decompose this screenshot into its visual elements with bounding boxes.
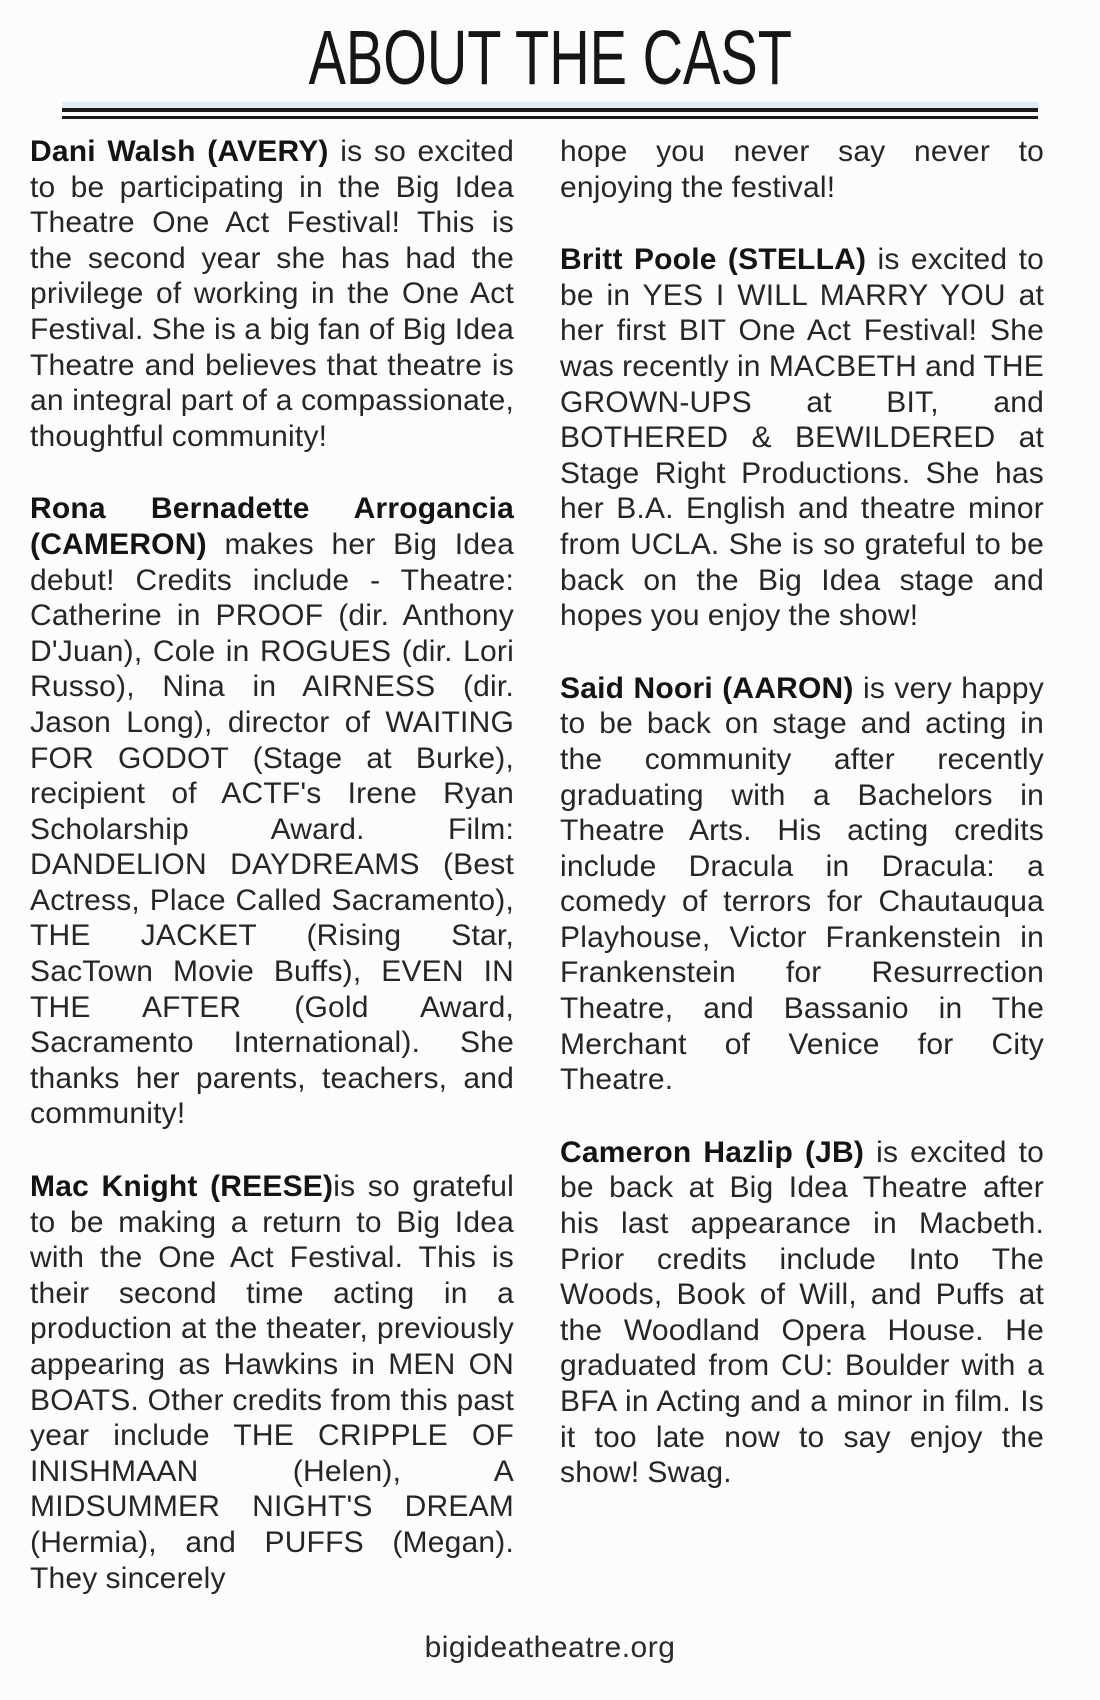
- cast-bio-said-noori: [560, 671, 1044, 1098]
- cast-bio-text: is very happy to be back on stage and acting in the community after recently graduating with a Bachelors in Theatre Arts. His acting credits include Dracula in Dracula: a comedy of terrors for Chautauqua Playhouse, Victor Frankenstein in Frankenstein for Resurrection Theatre, and Bassanio in The Merchant of Venice for City Theatre.: [560, 671, 1044, 1097]
- website-url: bigideatheatre.org: [424, 1631, 676, 1664]
- cast-bio-rona-arrogancia: [30, 491, 514, 1132]
- page-header: [0, 0, 1100, 119]
- cast-member-name: Rona Bernadette Arrogancia (CAMERON): [30, 492, 514, 561]
- cast-bio-continuation: hope you never say never to enjoying the festival!: [560, 135, 1044, 204]
- cast-bio-text: is so excited to be participating in the Big Idea Theatre One Act Festival! This is the second year she has had the privilege of working in the One Act Festival. She is a big fan of Big Idea Theatre and believes that theatre is an integral part of a compassionate, thoughtful community!: [30, 135, 514, 453]
- cast-bio-text: makes her Big Idea debut! Credits include - Theatre: Catherine in PROOF (dir. Anthony D'Juan), Cole in ROGUES (dir. Lori Russo), Nina in AIRNESS (dir. Jason Long), director of WAITING FOR GODOT (Stage at Burke), recipient of ACTF's Irene Ryan Scholarship Award. Film: DANDELION DAYDREAMS (Best Actress, Place Called Sacramento), THE JACKET (Rising Star, SacTown Movie Buffs), EVEN IN THE AFTER (Gold Award, Sacramento International). She thanks her parents, teachers, and community!: [30, 527, 514, 1131]
- page-title-text: ABOUT THE CAST: [308, 14, 792, 101]
- page-title: [0, 0, 1100, 100]
- bio-columns: [0, 119, 1100, 1633]
- double-rule-divider: [62, 108, 1038, 119]
- cast-member-name: Cameron Hazlip (JB): [560, 1135, 865, 1169]
- cast-bio-text: is so grateful to be making a return to Big Idea with the One Act Festival. This is their second time acting in a production at the theater, previously appearing as Hawkins in MEN ON BOATS. Other credits from this past year include THE CRIPPLE OF INISHMAAN (Helen), A MIDSUMMER NIGHT'S DREAM (Hermia), and PUFFS (Megan). They sincerely: [30, 1170, 515, 1595]
- cast-member-name: Dani Walsh (AVERY): [30, 135, 329, 168]
- cast-member-name: Said Noori (AARON): [560, 671, 854, 705]
- left-column: [30, 134, 514, 1633]
- right-column: [560, 134, 1044, 1633]
- cast-bio-text: is excited to be back at Big Idea Theatre after his last appearance in Macbeth. Prior credits include Into The Woods, Book of Will, and Puffs at the Woodland Opera House. He graduated from CU: Boulder with a BFA in Acting and a minor in film. Is it too late now to say enjoy the show! Swag.: [560, 1135, 1044, 1490]
- cast-bio-mac-knight: [30, 1169, 514, 1596]
- cast-bio-text: is excited to be in YES I WILL MARRY YOU at her first BIT One Act Festival! She was recently in MACBETH and THE GROWN-UPS at BIT, and BOTHERED & BEWILDERED at Stage Right Productions. She has her B.A. English and theatre minor from UCLA. She is so grateful to be back on the Big Idea stage and hopes you enjoy the show!: [560, 243, 1044, 633]
- cast-member-name: Mac Knight (REESE): [30, 1170, 334, 1204]
- cast-bio-cameron-hazlip: [560, 1135, 1044, 1491]
- cast-member-name: Britt Poole (STELLA): [560, 243, 867, 277]
- cast-bio-britt-poole: [560, 242, 1044, 634]
- cast-bio-dani-walsh: [30, 134, 514, 454]
